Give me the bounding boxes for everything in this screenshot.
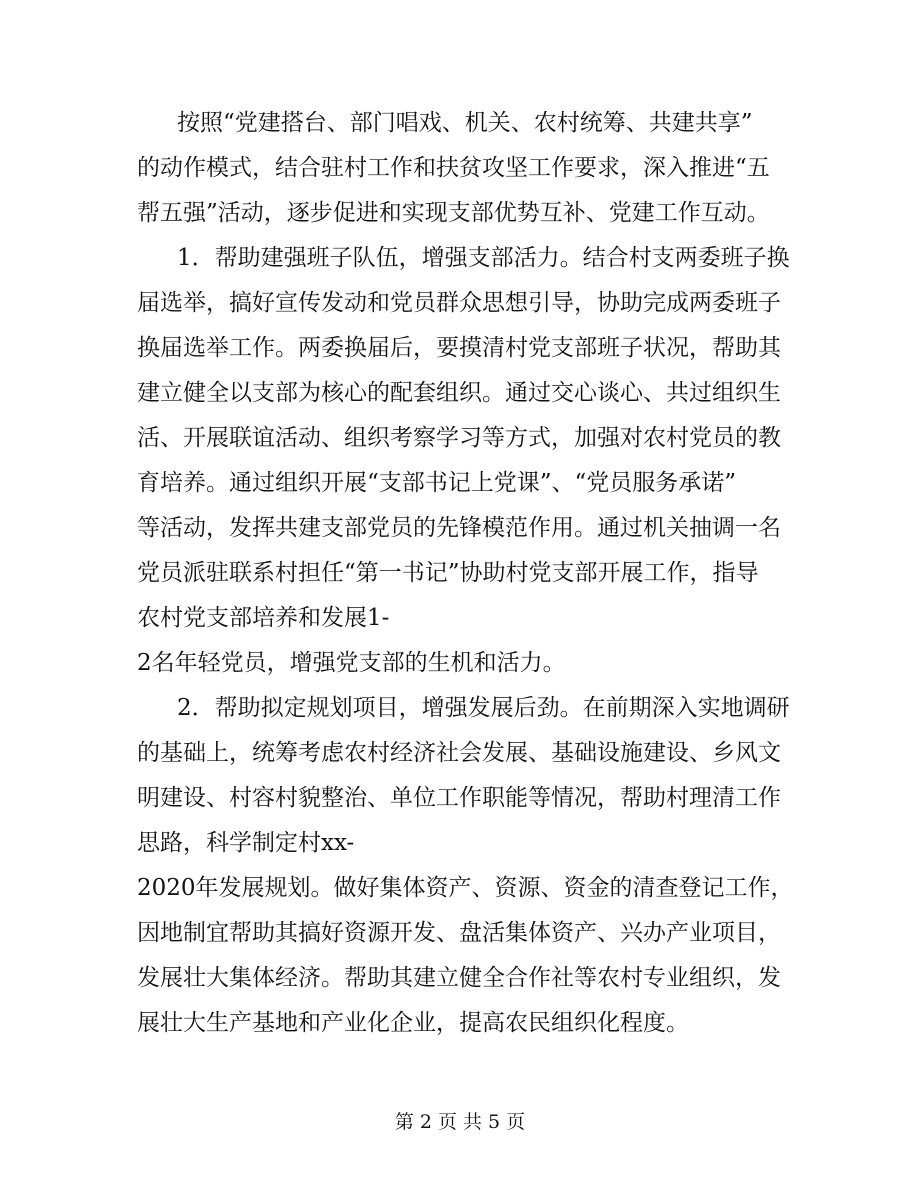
paragraph-3-line-1: 2．帮助拟定规划项目，增强发展后劲。在前期深入实地调研	[177, 695, 790, 721]
paragraph-2-line-9: 农村党支部培养和发展1-	[137, 605, 390, 631]
paragraph-2-line-3: 换届选举工作。两委换届后，要摸清村党支部班子状况，帮助其	[137, 335, 781, 361]
paragraph-3-line-5: 2020年发展规划。做好集体资产、资源、资金的清查登记工作，	[137, 875, 794, 901]
paragraph-2-line-1: 1．帮助建强班子队伍，增强支部活力。结合村支两委班子换	[177, 245, 790, 271]
paragraph-3-line-4: 思路，科学制定村xx-	[137, 830, 355, 856]
paragraph-1-line-1: 按照“党建搭台、部门唱戏、机关、农村统筹、共建共享”	[177, 110, 753, 136]
paragraph-1-line-2: 的动作模式，结合驻村工作和扶贫攻坚工作要求，深入推进“五	[137, 155, 770, 181]
page-number-footer: 第 2 页 共 5 页	[394, 1111, 526, 1133]
paragraph-2-line-6: 育培养。通过组织开展“支部书记上党课”、“党员服务承诺”	[137, 470, 737, 496]
paragraph-2-line-10: 2名年轻党员，增强党支部的生机和活力。	[137, 650, 566, 676]
paragraph-2-line-4: 建立健全以支部为核心的配套组织。通过交心谈心、共过组织生	[137, 380, 781, 406]
paragraph-3-line-7: 发展壮大集体经济。帮助其建立健全合作社等农村专业组织，发	[137, 965, 781, 991]
paragraph-3-line-2: 的基础上，统筹考虑农村经济社会发展、基础设施建设、乡风文	[137, 740, 781, 766]
paragraph-1-line-3: 帮五强”活动，逐步促进和实现支部优势互补、党建工作互动。	[137, 200, 770, 226]
paragraph-2-line-2: 届选举，搞好宣传发动和党员群众思想引导，协助完成两委班子	[137, 290, 781, 316]
paragraph-2-line-8: 党员派驻联系村担任“第一书记”协助村党支部开展工作，指导	[137, 560, 759, 586]
paragraph-3-line-6: 因地制宜帮助其搞好资源开发、盘活集体资产、兴办产业项目，	[137, 920, 781, 946]
paragraph-2-line-7: 等活动，发挥共建支部党员的先锋模范作用。通过机关抽调一名	[137, 515, 781, 541]
paragraph-2-line-5: 活、开展联谊活动、组织考察学习等方式，加强对农村党员的教	[137, 425, 781, 451]
paragraph-3-line-3: 明建设、村容村貌整治、单位工作职能等情况，帮助村理清工作	[137, 785, 781, 811]
paragraph-3-line-8: 展壮大生产基地和产业化企业，提高农民组织化程度。	[137, 1010, 689, 1036]
